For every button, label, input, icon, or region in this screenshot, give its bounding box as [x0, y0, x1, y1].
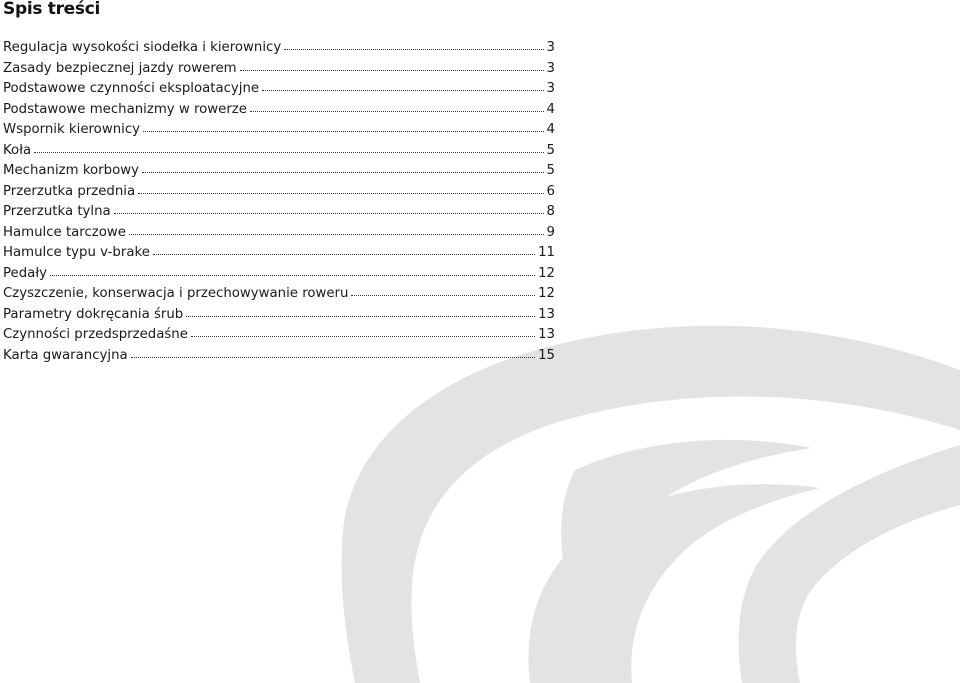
toc-entry-title: Czynności przedsprzedaśne	[3, 327, 188, 342]
toc-dot-leader	[114, 210, 544, 214]
toc-entry-title: Wspornik kierownicy	[3, 122, 140, 137]
toc-dot-leader	[262, 87, 543, 91]
toc-page-number: 3	[546, 81, 555, 96]
toc-dot-leader	[138, 190, 543, 194]
toc-page-number: 12	[538, 286, 555, 301]
toc-entry[interactable]	[3, 346, 555, 367]
toc-entry-title: Przerzutka przednia	[3, 183, 136, 199]
toc-entry-title: Karta gwarancyjna	[3, 347, 128, 363]
toc-page-number: 9	[546, 224, 555, 240]
toc-page-number: 5	[546, 142, 555, 158]
toc-entry[interactable]	[3, 79, 555, 100]
page-title: Spis treści	[3, 0, 101, 19]
toc-dot-leader	[240, 67, 544, 71]
toc-entry-title: Zasady bezpiecznej jazdy rowerem	[3, 60, 237, 76]
toc-entry[interactable]	[3, 182, 555, 203]
toc-page-number: 3	[546, 40, 555, 55]
toc-page-number: 5	[546, 163, 555, 178]
toc-entry-title: Pedały	[3, 265, 47, 281]
toc-page-number: 15	[538, 347, 555, 363]
toc-entry-title: Regulacja wysokości siodełka i kierownicy	[3, 40, 282, 55]
toc-dot-leader	[186, 313, 535, 317]
toc-entry[interactable]	[3, 161, 555, 182]
toc-entry[interactable]	[3, 264, 555, 285]
toc-entry[interactable]	[3, 284, 555, 305]
toc-entry[interactable]	[3, 243, 555, 264]
toc-entry[interactable]	[3, 202, 555, 223]
toc-page-number: 4	[546, 122, 555, 137]
toc-dot-leader	[50, 272, 535, 276]
toc-dot-leader	[131, 354, 535, 358]
toc-entry-title: Podstawowe mechanizmy w rowerze	[3, 101, 247, 117]
toc-entry[interactable]	[3, 141, 555, 162]
toc-entry-title: Mechanizm korbowy	[3, 163, 139, 178]
toc-page-number: 11	[538, 245, 555, 260]
table-of-contents	[3, 38, 555, 366]
toc-dot-leader	[142, 169, 544, 173]
toc-entry[interactable]	[3, 100, 555, 121]
toc-page-number: 3	[546, 60, 555, 76]
toc-page-number: 12	[538, 265, 555, 281]
toc-dot-leader	[153, 251, 535, 255]
toc-entry-title: Koła	[3, 142, 32, 158]
toc-dot-leader	[129, 231, 544, 235]
toc-entry-title: Hamulce tarczowe	[3, 224, 126, 240]
toc-page-number: 13	[538, 306, 555, 322]
toc-page-number: 8	[546, 204, 555, 219]
toc-dot-leader	[250, 108, 544, 112]
toc-dot-leader	[284, 46, 543, 50]
toc-dot-leader	[191, 333, 535, 337]
toc-dot-leader	[34, 149, 543, 153]
toc-entry[interactable]	[3, 59, 555, 80]
toc-entry[interactable]	[3, 305, 555, 326]
toc-entry[interactable]	[3, 120, 555, 141]
toc-entry-title: Parametry dokręcania śrub	[3, 306, 184, 322]
toc-page-number: 4	[546, 101, 555, 117]
toc-entry-title: Przerzutka tylna	[3, 204, 111, 219]
toc-dot-leader	[143, 128, 544, 132]
toc-entry[interactable]	[3, 325, 555, 346]
toc-entry[interactable]	[3, 223, 555, 244]
toc-entry-title: Czyszczenie, konserwacja i przechowywanie roweru	[3, 286, 349, 301]
toc-page-number: 13	[538, 327, 555, 342]
toc-dot-leader	[351, 292, 535, 296]
toc-entry-title: Podstawowe czynności eksploatacyjne	[3, 81, 260, 96]
toc-entry-title: Hamulce typu v-brake	[3, 245, 150, 260]
toc-entry[interactable]	[3, 38, 555, 59]
watermark-right-swoosh	[739, 445, 960, 683]
toc-page-number: 6	[546, 183, 555, 199]
